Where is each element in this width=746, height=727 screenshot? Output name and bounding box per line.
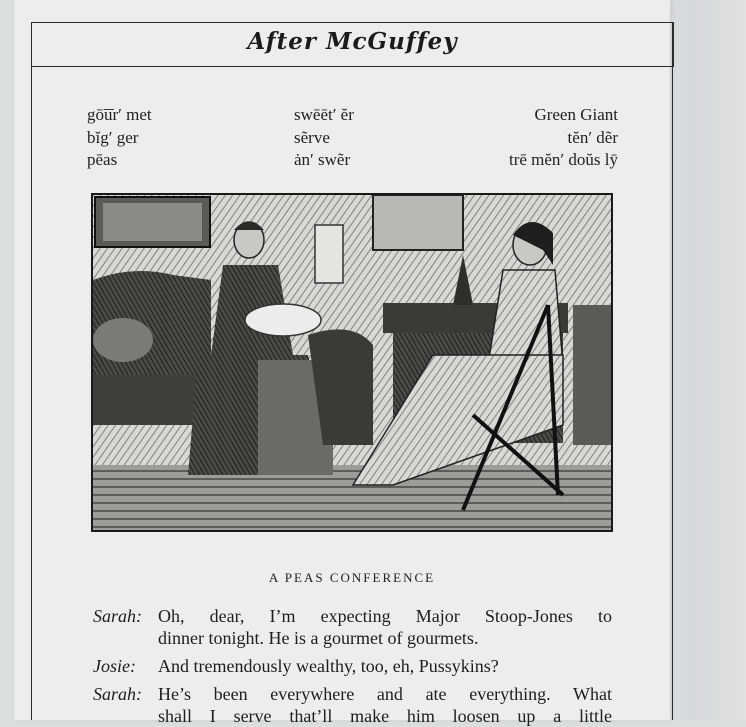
vocab-word: pēas	[87, 150, 118, 169]
vocab-word: swēēt′ ĕr	[294, 105, 354, 124]
vocab-word: trē mĕn′ doŭs lȳ	[508, 150, 618, 169]
illustration-caption: A PEAS CONFERENCE	[268, 570, 436, 585]
frame-right-rule	[672, 22, 673, 720]
vocab-word: sẽrve	[294, 127, 330, 147]
vocab-word: tĕn′ dẽr	[567, 127, 618, 147]
engraving-illustration	[91, 193, 613, 532]
dialogue-line: dinner tonight. He is a gourmet of gourmets.	[158, 628, 479, 648]
speaker-label: Sarah:	[93, 684, 142, 704]
page-title: After McGuffey	[247, 28, 458, 55]
frame-left-rule	[31, 22, 32, 720]
vocab-column-1	[87, 104, 152, 172]
vocab-column-2	[294, 104, 354, 172]
speaker-label: Sarah:	[93, 606, 142, 626]
vocab-word: ȧn′ swẽr	[294, 150, 351, 169]
header-rule	[31, 66, 674, 67]
dialogue-line: And tremendously wealthy, too, eh, Pussykins?	[158, 656, 499, 676]
vocab-word: bĭg′ ger	[87, 127, 139, 147]
vocab-word: gō͞ur′ met	[87, 105, 152, 124]
dialogue-line: Oh, dear, I’m expecting Major Stoop-Jones to	[158, 606, 612, 626]
dialogue-line: shall I serve that’ll make him loosen up a little	[158, 706, 612, 726]
vocab-column-3	[430, 104, 618, 172]
vocab-word: Green Giant	[534, 105, 618, 124]
speaker-label: Josie:	[93, 656, 136, 676]
dialogue-line: He’s been everywhere and ate everything. What	[158, 684, 612, 704]
engraving-drawing	[93, 195, 611, 530]
